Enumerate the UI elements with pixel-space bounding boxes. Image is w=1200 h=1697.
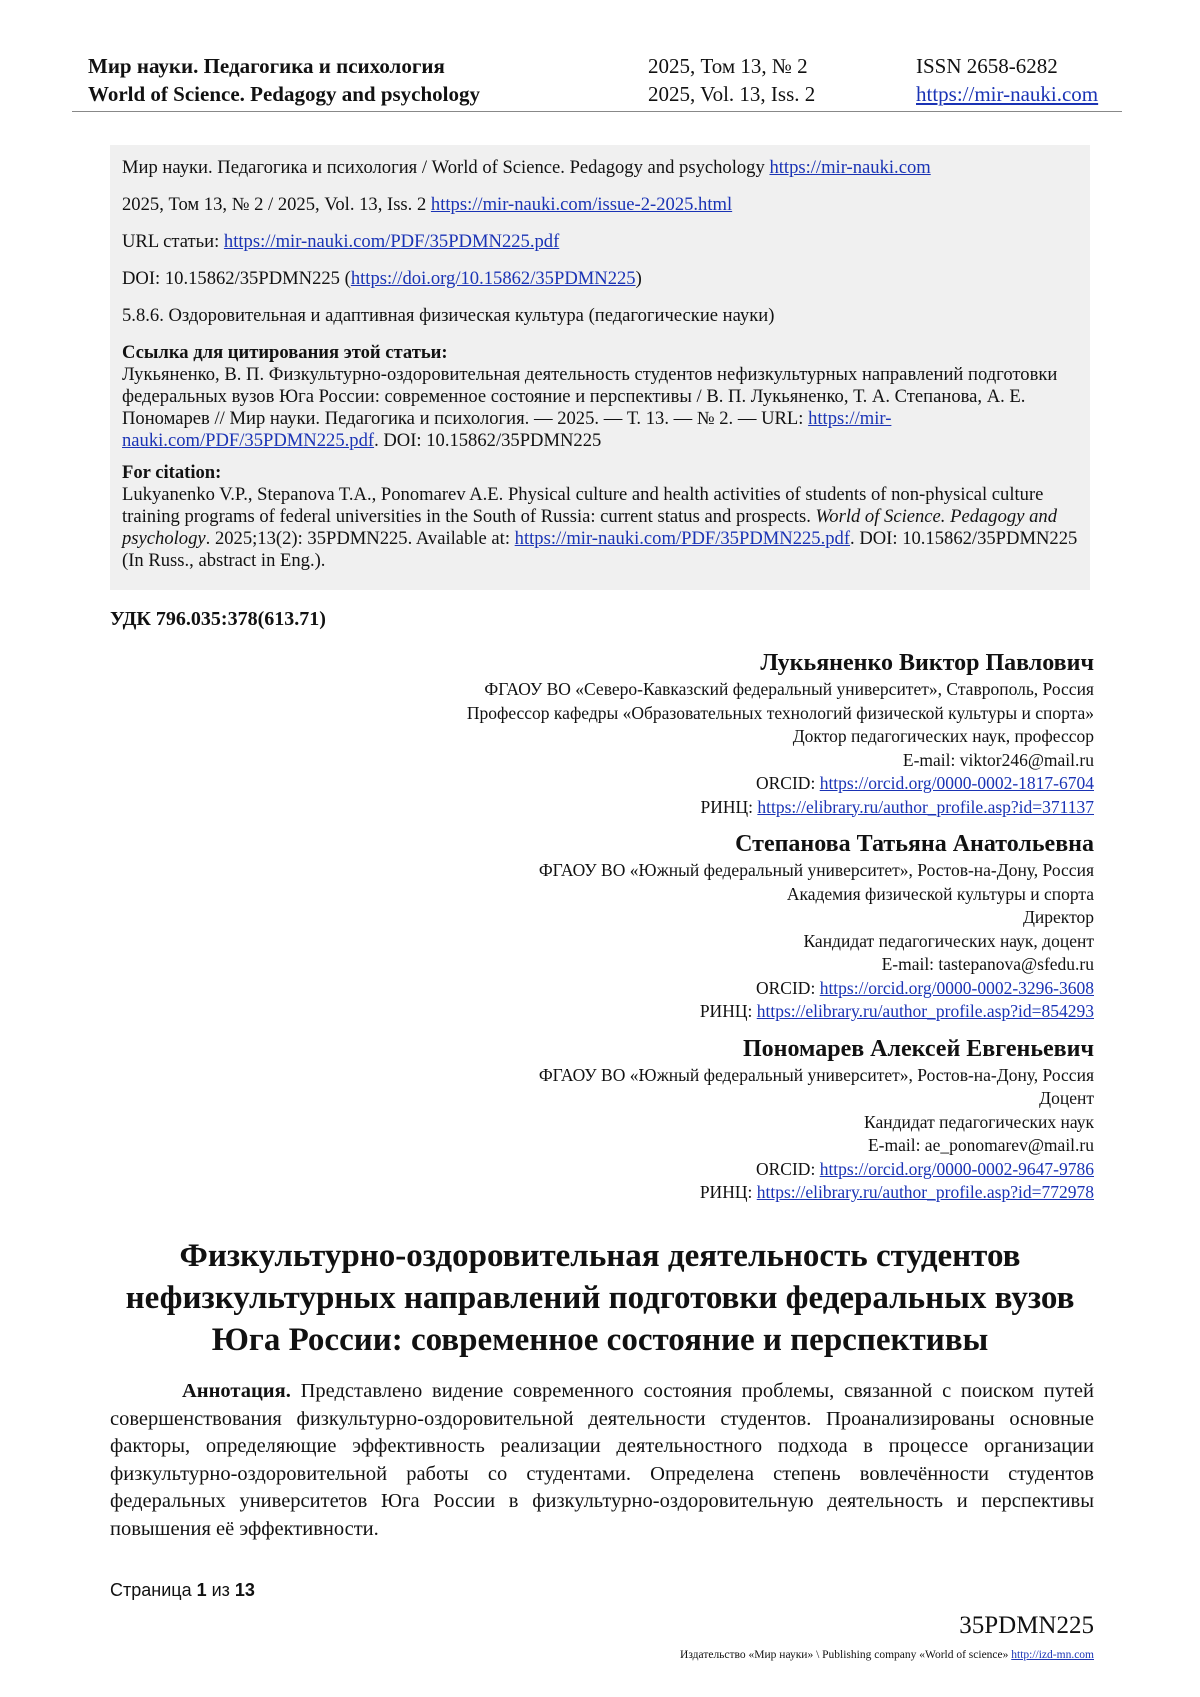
specialty-line: 5.8.6. Оздоровительная и адаптивная физическая культура (педагогические науки) (122, 305, 775, 326)
article-url-link[interactable]: https://mir-nauki.com/PDF/35PDMN225.pdf (223, 231, 560, 252)
author-email: E-mail: viktor246@mail.ru (902, 749, 1094, 770)
journal-url-link[interactable]: https://mir-nauki.com (769, 157, 931, 178)
citation-ru-label: Ссылка для цитирования этой статьи: (122, 342, 448, 363)
abstract (110, 1378, 1094, 1543)
authors-block (300, 648, 1094, 1215)
issue-line: 2025, Том 13, № 2 / 2025, Vol. 13, Iss. 2 https://mir-nauki.com/issue-2-2025.html (122, 194, 733, 215)
author-orcid: ORCID: https://orcid.org/0000-0002-9647-9786 (756, 1158, 1094, 1179)
citation-ru: Ссылка для цитирования этой статьи: Лукьяненко, В. П. Физкультурно-оздоровительная деятельность студентов нефизкультурных направлений подготовки федеральных вузов Юга России: современное состояние и перспективы / В. П. Лукьяненко, Т. А. Степанова, А. Е. Пономарев // Мир науки. Педагогика и психология. — 2025. — Т. 13. — № 2. — URL: https://mir-nauki.com/PDF/35PDMN225.pdf. DOI: 10.15862/35PDMN225 (122, 342, 1080, 452)
running-header (88, 52, 1120, 108)
citation-ru-link[interactable]: https://mir-nauki.com/PDF/35PDMN225.pdf (122, 408, 892, 451)
author-position: Директор (1022, 907, 1094, 927)
issue-url-link[interactable]: https://mir-nauki.com/issue-2-2025.html (430, 194, 733, 215)
abstract-label: Аннотация. (182, 1380, 291, 1402)
author-name: Степанова Татьяна Анатольевна (735, 831, 1094, 857)
publisher-link[interactable]: http://izd-mn.com (1011, 1649, 1094, 1661)
author-name: Лукьяненко Виктор Павлович (760, 650, 1094, 676)
author-degree: Доктор педагогических наук, профессор (792, 726, 1094, 746)
orcid-link[interactable]: https://orcid.org/0000-0002-9647-9786 (819, 1158, 1094, 1179)
rinc-link[interactable]: https://elibrary.ru/author_profile.asp?id=772978 (756, 1182, 1094, 1202)
rinc-link[interactable]: https://elibrary.ru/author_profile.asp?id=854293 (756, 1001, 1094, 1021)
issn: ISSN 2658-6282 (916, 54, 1058, 78)
author-3 (300, 1034, 1094, 1205)
author-rinc: РИНЦ: https://elibrary.ru/author_profile.asp?id=854293 (699, 1001, 1094, 1021)
udk-code: УДК 796.035:378(613.71) (110, 608, 326, 630)
orcid-link[interactable]: https://orcid.org/0000-0002-3296-3608 (819, 977, 1094, 998)
author-orcid: ORCID: https://orcid.org/0000-0002-3296-3608 (756, 977, 1094, 998)
author-orcid: ORCID: https://orcid.org/0000-0002-1817-6704 (756, 773, 1094, 793)
author-affiliation: ФГАОУ ВО «Южный федеральный университет», Ростов-на-Дону, Россия (538, 1064, 1094, 1085)
author-1 (300, 648, 1094, 819)
author-name: Пономарев Алексей Евгеньевич (743, 1035, 1094, 1062)
author-department: Академия физической культуры и спорта (786, 883, 1094, 904)
citation-en-label: For citation: (122, 462, 222, 483)
citation-en-link[interactable]: https://mir-nauki.com/PDF/35PDMN225.pdf (514, 528, 851, 549)
author-email: E-mail: tastepanova@sfedu.ru (881, 954, 1094, 974)
author-2 (300, 829, 1094, 1024)
author-email: E-mail: ae_ponomarev@mail.ru (867, 1135, 1094, 1155)
author-rinc: РИНЦ: https://elibrary.ru/author_profile.asp?id=772978 (699, 1182, 1094, 1202)
rinc-link[interactable]: https://elibrary.ru/author_profile.asp?id=371137 (757, 796, 1094, 817)
issue-ru: 2025, Том 13, № 2 (648, 54, 808, 78)
issue-en: 2025, Vol. 13, Iss. 2 (648, 82, 816, 106)
citation-en: For citation: Lukyanenko V.P., Stepanova T.A., Ponomarev A.E. Physical culture and health activities of students of non-physical culture training programs of federal universities in the South of Russia: current status and prospects. World of Science. Pedagogy and psychology. 2025;13(2): 35PDMN225. Available at: https://mir-nauki.com/PDF/35PDMN225.pdf. DOI: 10.15862/35PDMN225 (In Russ., abstract in Eng.). (122, 462, 1080, 572)
author-position: Доцент (1039, 1088, 1094, 1108)
header-divider (72, 111, 1122, 112)
abstract-text: Представлено видение современного состояния проблемы, связанной с поиском путей совершенствования физкультурно-оздоровительной деятельности студентов. Проанализированы основные факторы, определяющие эффективность реализации деятельностного подхода в процессе организации физкультурно-оздоровительной работы со студентами. Определена степень вовлечённости студентов федеральных университетов Юга России в физкультурно-оздоровительную деятельность и перспективы повышения её эффективности. (110, 1380, 1094, 1540)
doi-link[interactable]: https://doi.org/10.15862/35PDMN225 (350, 268, 636, 289)
page-number: Страница 1 из 13 (110, 1580, 255, 1600)
article-title: Физкультурно-оздоровительная деятельность студентов нефизкультурных направлений подготовки федеральных вузов Юга России: современное состояние и перспективы (125, 1238, 1075, 1358)
article-info-box (110, 145, 1090, 590)
doi-line: DOI: 10.15862/35PDMN225 (https://doi.org/10.15862/35PDMN225) (122, 268, 642, 289)
journal-line: Мир науки. Педагогика и психология / World of Science. Pedagogy and psychology https://mir-nauki.com (122, 157, 931, 178)
author-affiliation: ФГАОУ ВО «Северо-Кавказский федеральный университет», Ставрополь, Россия (484, 679, 1094, 699)
journal-site-link[interactable]: https://mir-nauki.com (916, 82, 1099, 106)
journal-title-ru: Мир науки. Педагогика и психология (88, 54, 445, 78)
article-url-line: URL статьи: https://mir-nauki.com/PDF/35PDMN225.pdf (122, 231, 560, 252)
author-degree: Кандидат педагогических наук (864, 1111, 1094, 1132)
article-code: 35PDMN225 (959, 1612, 1094, 1639)
header-row-ru (88, 52, 1120, 80)
header-row-en (88, 80, 1120, 108)
orcid-link[interactable]: https://orcid.org/0000-0002-1817-6704 (819, 773, 1094, 793)
publisher-line: Издательство «Мир науки» \ Publishing company «World of science» http://izd-mn.com (680, 1649, 1094, 1661)
author-affiliation: ФГАОУ ВО «Южный федеральный университет», Ростов-на-Дону, Россия (538, 860, 1094, 880)
author-position: Профессор кафедры «Образовательных технологий физической культуры и спорта» (466, 702, 1094, 723)
journal-title-en: World of Science. Pedagogy and psychology (88, 82, 481, 106)
author-degree: Кандидат педагогических наук, доцент (803, 930, 1094, 951)
author-rinc: РИНЦ: https://elibrary.ru/author_profile.asp?id=371137 (700, 796, 1094, 817)
